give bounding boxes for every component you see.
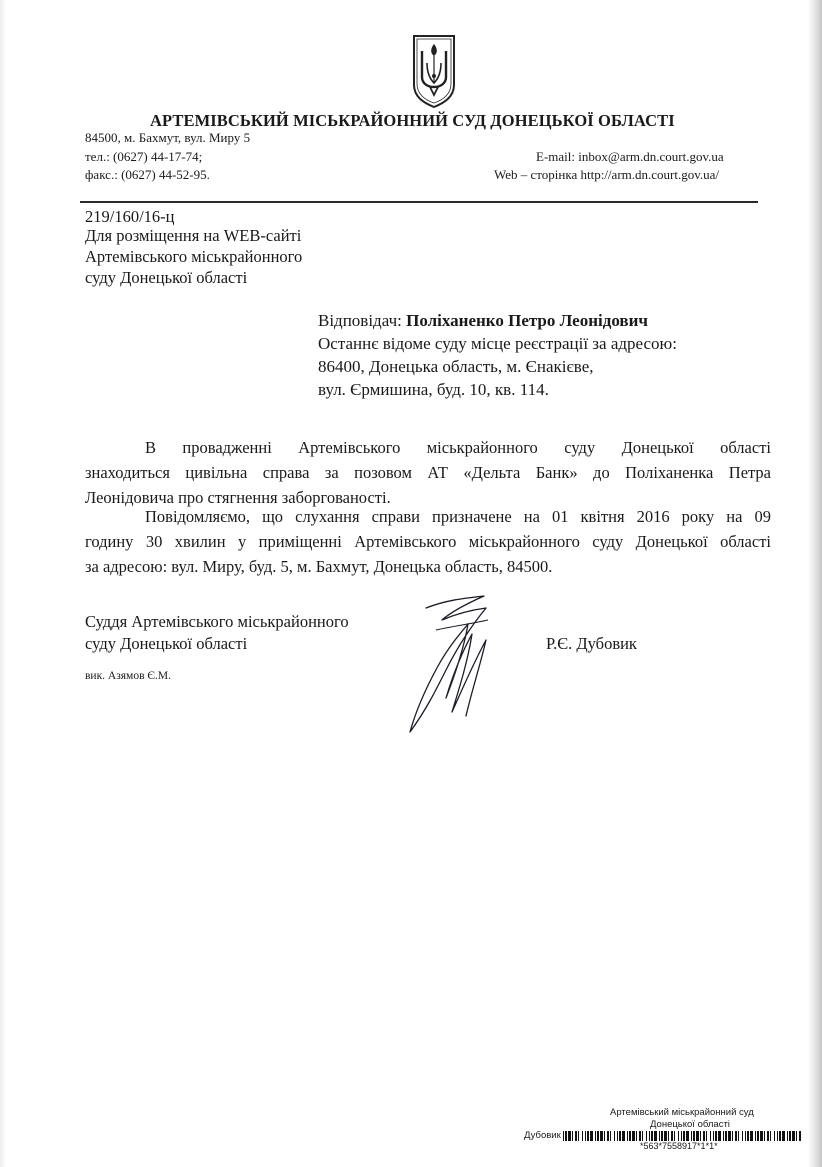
paragraph-1-line-2: знаходиться цивільна справа за позовом АТ «Дельта Банк» до Поліханенка Петра (85, 463, 771, 482)
paragraph-2-line-1: Повідомляємо, що слухання справи призначене на 01 квітня 2016 року на 09 (145, 507, 771, 526)
reference-line-2: Артемівського міськрайонного (85, 247, 303, 266)
reference-line-3: суду Донецької області (85, 268, 248, 287)
executor-name: вик. Азямов Є.М. (85, 670, 171, 682)
court-fax: факс.: (0627) 44-52-95. (85, 167, 210, 182)
court-phone: тел.: (0627) 44-17-74; (85, 149, 203, 164)
paragraph-1 (85, 435, 771, 510)
stamp-label: Дубовик (524, 1130, 561, 1141)
header-divider (80, 201, 758, 203)
barcode-icon (563, 1131, 801, 1141)
paragraph-1-line-1: В провадженні Артемівського міськрайонного суду Донецької області (145, 438, 771, 457)
barcode-number: *563*7558917*1*1* (640, 1141, 718, 1151)
judge-title-line-1: Суддя Артемівського міськрайонного (85, 612, 349, 631)
scan-left-edge (0, 0, 6, 1167)
court-email: E-mail: inbox@arm.dn.court.gov.ua (536, 149, 724, 164)
paragraph-2-line-3: за адресою: вул. Миру, буд. 5, м. Бахмут, Донецька область, 84500. (85, 557, 553, 576)
court-name: АРТЕМІВСЬКИЙ МІСЬКРАЙОННИЙ СУД ДОНЕЦЬКОЇ ОБЛАСТІ (150, 111, 675, 130)
court-website: Web – сторінка http://arm.dn.court.gov.ua/ (494, 167, 720, 182)
judge-name: Р.Є. Дубовик (546, 634, 637, 653)
recipient-name: Поліханенко Петро Леонідович (406, 311, 648, 330)
recipient-line-4: вул. Єрмишина, буд. 10, кв. 114. (318, 380, 549, 399)
scan-right-edge (808, 0, 822, 1167)
recipient-label: Відповідач: (318, 311, 402, 330)
judge-title-line-2: суду Донецької області (85, 634, 248, 653)
recipient-header (318, 311, 648, 331)
recipient-line-2: Останнє відоме суду місце реєстрації за адресою: (318, 334, 677, 353)
trident-coat-of-arms-icon (411, 33, 457, 109)
court-address: 84500, м. Бахмут, вул. Миру 5 (85, 130, 251, 145)
paragraph-2 (85, 504, 771, 579)
recipient-line-3: 86400, Донецька область, м. Єнакієве, (318, 357, 594, 376)
case-number: 219/160/16-ц (85, 207, 175, 226)
paragraph-2-line-2: годину 30 хвилин у приміщенні Артемівського міськрайонного суду Донецької області (85, 532, 771, 551)
reference-line-1: Для розміщення на WEB-сайті (85, 226, 302, 245)
stamp-line-2: Донецької області (650, 1119, 730, 1130)
paragraph-1-line-3: Леонідовича про стягнення заборгованості. (85, 488, 391, 507)
handwritten-signature (396, 590, 506, 740)
stamp-line-1: Артемівський міськрайонний суд (610, 1107, 754, 1118)
